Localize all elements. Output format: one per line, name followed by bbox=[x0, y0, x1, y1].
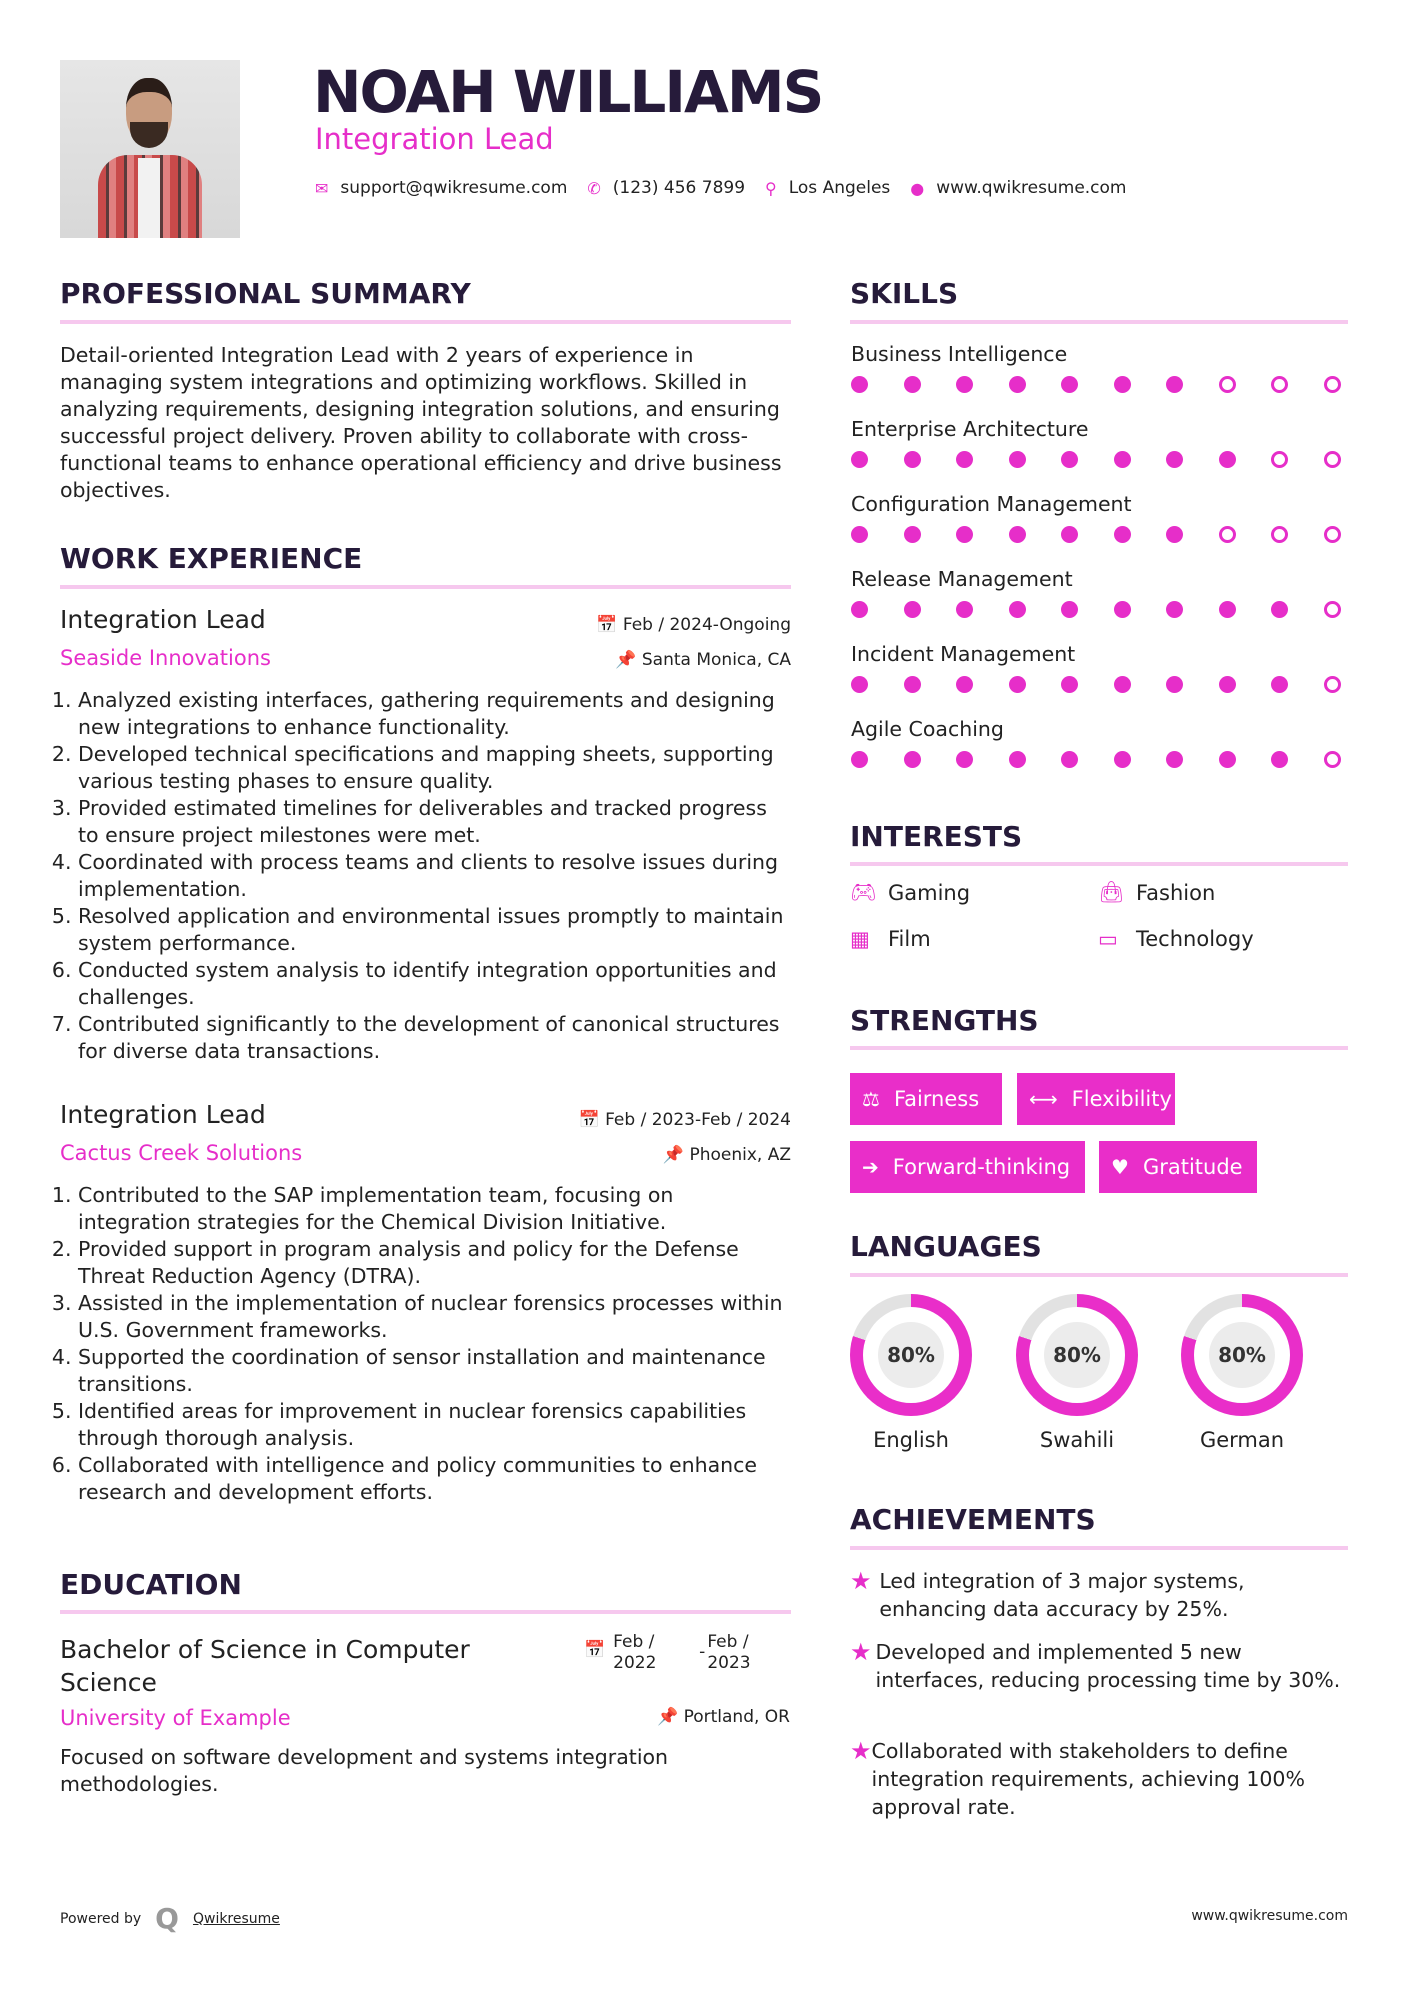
divider bbox=[850, 1046, 1348, 1050]
job-location: 📌 Santa Monica, CA bbox=[615, 650, 791, 670]
location: Los Angeles bbox=[788, 178, 891, 198]
company-name: Seaside Innovations bbox=[60, 646, 271, 670]
rating-dot bbox=[1009, 751, 1026, 768]
language-name: English bbox=[873, 1428, 949, 1452]
rating-dot bbox=[1009, 526, 1026, 543]
skill-name: Business Intelligence bbox=[851, 342, 1068, 366]
envelope-icon: ✉ bbox=[315, 178, 329, 198]
profile-photo bbox=[60, 60, 240, 238]
rating-dot bbox=[956, 601, 973, 618]
interest-item: ▭ Technology bbox=[1098, 927, 1254, 951]
pushpin-icon: 📌 bbox=[657, 1707, 684, 1727]
rating-dot bbox=[1114, 376, 1131, 393]
globe-icon: ● bbox=[910, 178, 925, 198]
rating-dot bbox=[956, 676, 973, 693]
scale-icon: ⚖ bbox=[862, 1087, 880, 1111]
rating-dot bbox=[1114, 451, 1131, 468]
strength-badge: ♥ Gratitude bbox=[1099, 1141, 1257, 1193]
job-location: 📌 Phoenix, AZ bbox=[662, 1145, 791, 1165]
interest-item: ▦ Film bbox=[850, 927, 931, 951]
divider bbox=[850, 1273, 1348, 1277]
rating-dot bbox=[1271, 451, 1288, 468]
rating-dot bbox=[1061, 526, 1078, 543]
rating-dot bbox=[1324, 751, 1341, 768]
candidate-name: NOAH WILLIAMS bbox=[313, 58, 823, 126]
skill-rating bbox=[851, 676, 1341, 693]
rating-dot bbox=[1009, 601, 1026, 618]
job-dates: 📅 Feb / 2024-Ongoing bbox=[596, 615, 791, 635]
rating-dot bbox=[1324, 676, 1341, 693]
qwikresume-logo-icon: Q bbox=[155, 1902, 179, 1935]
rating-dot bbox=[904, 451, 921, 468]
rating-dot bbox=[1061, 376, 1078, 393]
company-name: Cactus Creek Solutions bbox=[60, 1141, 303, 1165]
list-item: 7. Contributed significantly to the development of canonical structures for diverse data transactions. bbox=[78, 1011, 790, 1065]
divider bbox=[60, 585, 791, 589]
shopping-bag-icon: 👜︎ bbox=[1098, 880, 1125, 904]
rating-dot bbox=[1061, 451, 1078, 468]
divider bbox=[850, 862, 1348, 866]
rating-dot bbox=[1166, 526, 1183, 543]
rating-dot bbox=[1324, 376, 1341, 393]
rating-dot bbox=[1324, 526, 1341, 543]
rating-dot bbox=[1324, 451, 1341, 468]
calendar-icon: 📅 bbox=[578, 1110, 606, 1130]
rating-dot bbox=[1061, 601, 1078, 618]
phone-icon: ✆ bbox=[587, 178, 601, 198]
arrow-right-icon: ➔ bbox=[862, 1155, 879, 1179]
footer-site[interactable]: www.qwikresume.com bbox=[1191, 1908, 1348, 1924]
divider bbox=[60, 320, 791, 324]
pushpin-icon: 📌 bbox=[662, 1145, 690, 1165]
rating-dot bbox=[1219, 601, 1236, 618]
rating-dot bbox=[1009, 451, 1026, 468]
skill-rating bbox=[851, 451, 1341, 468]
candidate-title: Integration Lead bbox=[315, 122, 554, 156]
rating-dot bbox=[1324, 601, 1341, 618]
end-date: Feb / 2023 bbox=[707, 1632, 751, 1673]
pushpin-icon: 📌 bbox=[615, 650, 642, 670]
rating-dot bbox=[1166, 676, 1183, 693]
rating-dot bbox=[1219, 526, 1236, 543]
list-item: 2. Provided support in program analysis and policy for the Defense Threat Reduction Agency (DTRA). bbox=[78, 1236, 790, 1290]
language-percent: 80% bbox=[1044, 1322, 1110, 1388]
divider bbox=[850, 1546, 1348, 1550]
responsibilities-list bbox=[60, 687, 790, 1065]
language-ring bbox=[1016, 1294, 1138, 1416]
job-title: Integration Lead bbox=[60, 1100, 266, 1129]
skill-rating bbox=[851, 376, 1341, 393]
skill-item bbox=[851, 717, 1351, 792]
email[interactable]: support@qwikresume.com bbox=[340, 178, 568, 198]
strength-badge: ➔ Forward-thinking bbox=[850, 1141, 1085, 1193]
star-icon: ★ bbox=[850, 1567, 872, 1595]
rating-dot bbox=[904, 376, 921, 393]
skills-list bbox=[851, 342, 1351, 792]
divider bbox=[60, 1610, 791, 1614]
rating-dot bbox=[956, 451, 973, 468]
rating-dot bbox=[956, 526, 973, 543]
rating-dot bbox=[1219, 451, 1236, 468]
rating-dot bbox=[851, 376, 868, 393]
rating-dot bbox=[851, 526, 868, 543]
rating-dot bbox=[1061, 676, 1078, 693]
film-icon: ▦ bbox=[850, 927, 870, 951]
rating-dot bbox=[1166, 601, 1183, 618]
skill-name: Incident Management bbox=[851, 642, 1076, 666]
skill-name: Enterprise Architecture bbox=[851, 417, 1089, 441]
list-item: 1. Analyzed existing interfaces, gathering requirements and designing new integrations to enhance functionality. bbox=[78, 687, 790, 741]
star-icon: ★ bbox=[850, 1638, 872, 1666]
degree: Bachelor of Science in Computer Science bbox=[60, 1635, 470, 1697]
skill-item bbox=[851, 567, 1351, 642]
skill-rating bbox=[851, 601, 1341, 618]
interests-heading: INTERESTS bbox=[850, 820, 1023, 853]
job-title: Integration Lead bbox=[60, 605, 266, 634]
list-item: 1. Contributed to the SAP implementation team, focusing on integration strategies for the Chemical Division Initiative. bbox=[78, 1182, 790, 1236]
language-percent: 80% bbox=[1209, 1322, 1275, 1388]
rating-dot bbox=[851, 676, 868, 693]
skill-rating bbox=[851, 526, 1341, 543]
education-heading: EDUCATION bbox=[60, 1568, 242, 1601]
skill-name: Release Management bbox=[851, 567, 1073, 591]
list-item: 4. Coordinated with process teams and clients to resolve issues during implementation. bbox=[78, 849, 790, 903]
rating-dot bbox=[1271, 526, 1288, 543]
rating-dot bbox=[904, 676, 921, 693]
gamepad-icon: 🎮︎ bbox=[850, 880, 877, 904]
contact-bar bbox=[315, 178, 1147, 198]
rating-dot bbox=[1271, 601, 1288, 618]
rating-dot bbox=[956, 376, 973, 393]
language-name: German bbox=[1199, 1428, 1285, 1452]
rating-dot bbox=[1009, 676, 1026, 693]
education-description: Focused on software development and systems integration methodologies. bbox=[60, 1745, 669, 1796]
list-item: 2. Developed technical specifications and mapping sheets, supporting various testing phases to ensure quality. bbox=[78, 741, 790, 795]
achievement-item: ★ Collaborated with stakeholders to define integration requirements, achieving 100% approval rate. bbox=[850, 1737, 1305, 1819]
list-item: 5. Resolved application and environmental issues promptly to maintain system performance. bbox=[78, 903, 790, 957]
rating-dot bbox=[1219, 751, 1236, 768]
skill-name: Configuration Management bbox=[851, 492, 1132, 516]
skill-name: Agile Coaching bbox=[851, 717, 1004, 741]
strength-badge: ⟷ Flexibility bbox=[1017, 1073, 1175, 1125]
map-pin-icon: ⚲ bbox=[765, 178, 777, 198]
interest-item: 🎮︎ Gaming bbox=[850, 880, 971, 905]
job-dates: 📅 Feb / 2023-Feb / 2024 bbox=[578, 1110, 791, 1130]
rating-dot bbox=[904, 751, 921, 768]
rating-dot bbox=[904, 601, 921, 618]
arrows-h-icon: ⟷ bbox=[1029, 1087, 1058, 1111]
rating-dot bbox=[851, 751, 868, 768]
rating-dot bbox=[904, 526, 921, 543]
rating-dot bbox=[1114, 751, 1131, 768]
skill-item bbox=[851, 492, 1351, 567]
education-location: 📌 Portland, OR bbox=[657, 1707, 790, 1727]
rating-dot bbox=[1114, 526, 1131, 543]
strengths-heading: STRENGTHS bbox=[850, 1004, 1039, 1037]
rating-dot bbox=[1219, 376, 1236, 393]
rating-dot bbox=[1166, 451, 1183, 468]
rating-dot bbox=[1166, 376, 1183, 393]
laptop-icon: ▭ bbox=[1098, 927, 1118, 951]
website[interactable]: www.qwikresume.com bbox=[936, 178, 1127, 198]
education-dates: 📅 Feb / 2022 - Feb / 2023 bbox=[584, 1632, 777, 1674]
divider bbox=[850, 320, 1348, 324]
skill-item bbox=[851, 417, 1351, 492]
skill-item bbox=[851, 342, 1351, 417]
rating-dot bbox=[1114, 676, 1131, 693]
language-ring bbox=[1181, 1294, 1303, 1416]
languages-heading: LANGUAGES bbox=[850, 1230, 1042, 1263]
calendar-icon: 📅 bbox=[584, 1640, 606, 1660]
list-item: 6. Conducted system analysis to identify integration opportunities and challenges. bbox=[78, 957, 790, 1011]
rating-dot bbox=[1061, 751, 1078, 768]
rating-dot bbox=[1009, 376, 1026, 393]
star-icon: ★ bbox=[850, 1737, 872, 1765]
rating-dot bbox=[1271, 676, 1288, 693]
brand-link[interactable]: Qwikresume bbox=[192, 1910, 280, 1927]
school: University of Example bbox=[60, 1706, 291, 1730]
experience-heading: WORK EXPERIENCE bbox=[60, 542, 363, 575]
calendar-icon: 📅 bbox=[596, 615, 623, 635]
rating-dot bbox=[1166, 751, 1183, 768]
language-percent: 80% bbox=[878, 1322, 944, 1388]
list-item: 3. Provided estimated timelines for deliverables and tracked progress to ensure project milestones were met. bbox=[78, 795, 790, 849]
responsibilities-list bbox=[60, 1182, 790, 1506]
rating-dot bbox=[1271, 376, 1288, 393]
strength-badge: ⚖ Fairness bbox=[850, 1073, 1002, 1125]
footer-powered: Powered by Q Qwikresume bbox=[60, 1902, 280, 1935]
start-date: Feb / 2022 bbox=[613, 1632, 657, 1673]
achievements-heading: ACHIEVEMENTS bbox=[850, 1503, 1096, 1536]
rating-dot bbox=[851, 451, 868, 468]
achievement-item: ★ Developed and implemented 5 new interfaces, reducing processing time by 30%. bbox=[850, 1638, 1341, 1692]
skills-heading: SKILLS bbox=[850, 277, 959, 310]
list-item: 6. Collaborated with intelligence and policy communities to enhance research and development efforts. bbox=[78, 1452, 790, 1506]
list-item: 4. Supported the coordination of sensor installation and maintenance transitions. bbox=[78, 1344, 790, 1398]
rating-dot bbox=[1114, 601, 1131, 618]
language-name: Swahili bbox=[1039, 1428, 1115, 1452]
achievement-item: ★ Led integration of 3 major systems, enhancing data accuracy by 25%. bbox=[850, 1567, 1245, 1621]
list-item: 3. Assisted in the implementation of nuclear forensics processes within U.S. Government frameworks. bbox=[78, 1290, 790, 1344]
skill-item bbox=[851, 642, 1351, 717]
rating-dot bbox=[1271, 751, 1288, 768]
skill-rating bbox=[851, 751, 1341, 768]
rating-dot bbox=[956, 751, 973, 768]
rating-dot bbox=[851, 601, 868, 618]
summary-text: Detail-oriented Integration Lead with 2 years of experience in managing system integrations and optimizing workflows. Skilled in analyzing requirements, designing integration solutions, and ensuring successful project delivery. Proven ability to collaborate with cross-functional teams to enhance operational efficiency and drive business objectives. bbox=[60, 343, 782, 502]
interest-item: 👜︎ Fashion bbox=[1098, 880, 1216, 905]
phone: (123) 456 7899 bbox=[612, 178, 746, 198]
heart-icon: ♥ bbox=[1111, 1155, 1129, 1179]
summary-heading: PROFESSIONAL SUMMARY bbox=[60, 277, 471, 310]
rating-dot bbox=[1219, 676, 1236, 693]
language-ring bbox=[850, 1294, 972, 1416]
list-item: 5. Identified areas for improvement in nuclear forensics capabilities through thorough analysis. bbox=[78, 1398, 790, 1452]
